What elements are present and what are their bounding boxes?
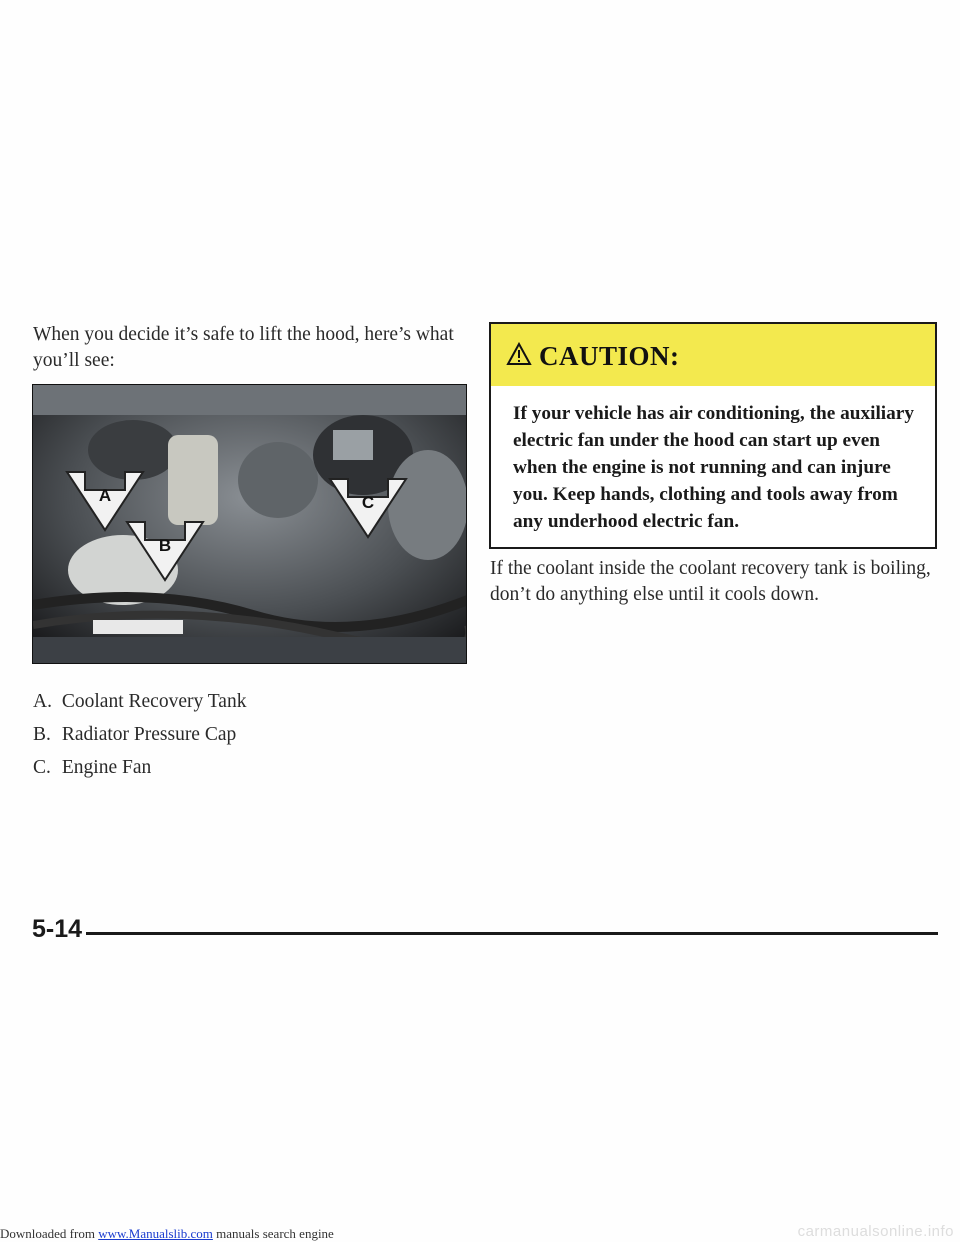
caution-text: If your vehicle has air conditioning, the auxiliary electric fan under the hood can start up even when the engine is not running and can injure you. Keep hands, clothing and tools away from any underhood electric fan.: [513, 403, 915, 532]
warning-triangle-icon: [506, 342, 532, 366]
callout-c-label: C: [361, 493, 375, 512]
watermark-suffix: manuals search engine: [212, 1226, 334, 1241]
footer-rule: [86, 932, 938, 935]
photo-legend: [33, 692, 246, 791]
legend-item: [33, 725, 246, 745]
legend-label: Radiator Pressure Cap: [61, 724, 237, 745]
legend-item: [33, 692, 246, 712]
legend-item: [33, 758, 246, 778]
engine-compartment-photo: [32, 384, 467, 664]
caution-header: [491, 324, 935, 386]
coolant-boiling-paragraph: If the coolant inside the coolant recovery tank is boiling, don’t do anything else until it cools down.: [490, 558, 931, 605]
intro-paragraph: When you decide it’s safe to lift the hood, here’s what you’ll see:: [33, 324, 454, 371]
callout-a-label: A: [98, 486, 112, 505]
manualslib-link[interactable]: www.Manualslib.com: [98, 1226, 213, 1241]
legend-key: B.: [33, 724, 51, 745]
legend-label: Engine Fan: [61, 757, 152, 778]
download-watermark: [0, 1226, 334, 1242]
legend-key: A.: [33, 691, 52, 712]
caution-box: [489, 322, 937, 549]
caution-title: CAUTION:: [539, 341, 680, 371]
brand-watermark: carmanualsonline.info: [797, 1223, 954, 1240]
callout-b-label: B: [158, 536, 172, 555]
page-number: 5-14: [32, 915, 83, 943]
watermark-prefix: Downloaded from: [0, 1226, 99, 1241]
legend-label: Coolant Recovery Tank: [61, 691, 247, 712]
legend-key: C.: [33, 757, 51, 778]
